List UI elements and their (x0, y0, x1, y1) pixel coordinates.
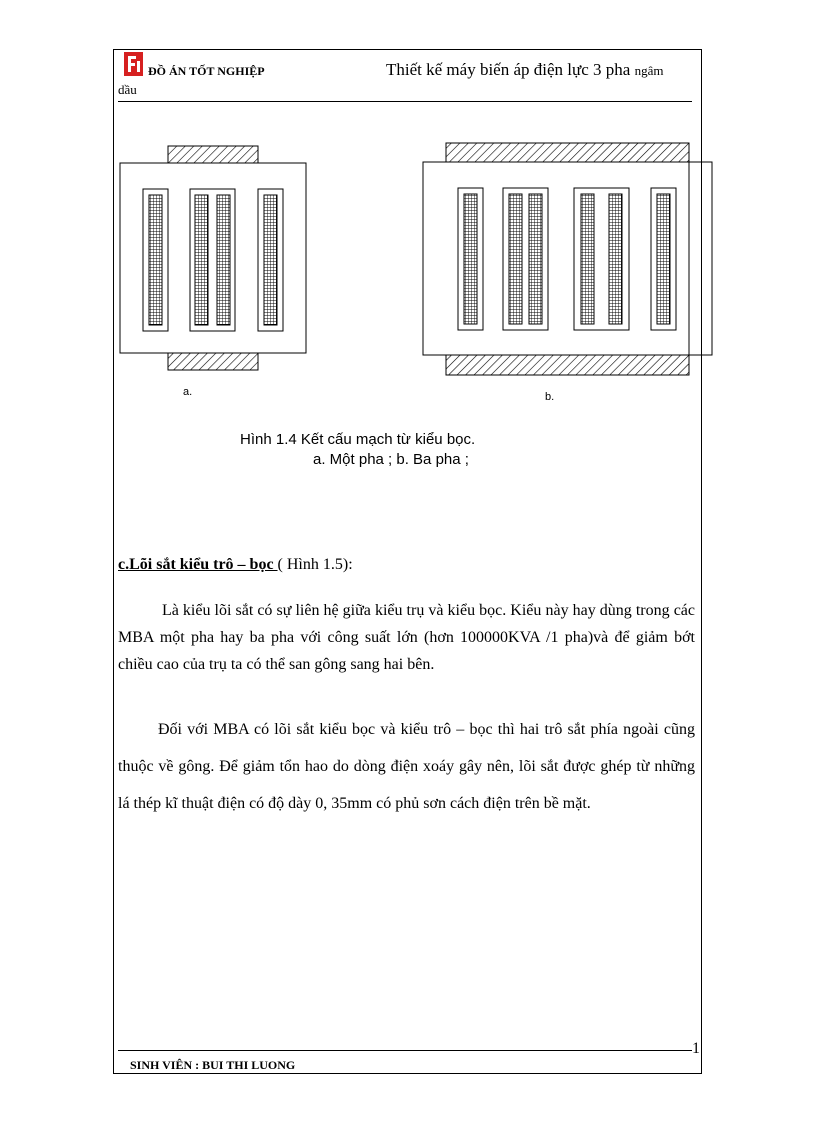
body-paragraph: Đối với MBA có lõi sắt kiểu bọc và kiểu trô – bọc thì hai trô sắt phía ngoài cũng thuộc về gông. Để giảm tổn hao do dòng điện xoáy gây nên, lõi sắt được ghép từ những lá thép kĩ thuật điện có độ dày 0, 35mm có phủ sơn cách điện trên bề mặt. (118, 721, 695, 812)
magnetic-core-figure (0, 0, 816, 420)
figure-label-a: a. (183, 386, 193, 398)
body-paragraph: Là kiểu lõi sắt có sự liên hệ giữa kiểu trụ và kiểu bọc. Kiểu này hay dùng trong các MBA một pha hay ba pha với công suất lớn (hơn 100000KVA /1 pha)và để giảm bớt chiều cao của trụ ta có thể san gông sang hai bên. (118, 602, 695, 673)
header-title-wrap: dầu (118, 82, 137, 97)
header-project-title: ĐỒ ÁN TỐT NGHIỆP (148, 64, 265, 78)
footer-divider (118, 1050, 692, 1051)
figure-subcaption: a. Một pha ; b. Ba pha ; (313, 451, 469, 468)
three-phase-core (423, 143, 712, 375)
single-phase-core (120, 146, 306, 370)
page-number: 1 (692, 1040, 700, 1057)
footer-student-name: SINH VIÊN : BUI THI LUONG (130, 1058, 296, 1072)
figure-label-b: b. (545, 391, 555, 403)
figure-caption: Hình 1.4 Kết cấu mạch từ kiểu bọc. (240, 431, 476, 448)
header-thesis-title: Thiết kế máy biến áp điện lực 3 pha ngâm (386, 60, 664, 79)
section-heading: c.Lõi sắt kiểu trô – bọc ( Hình 1.5): (118, 556, 353, 573)
